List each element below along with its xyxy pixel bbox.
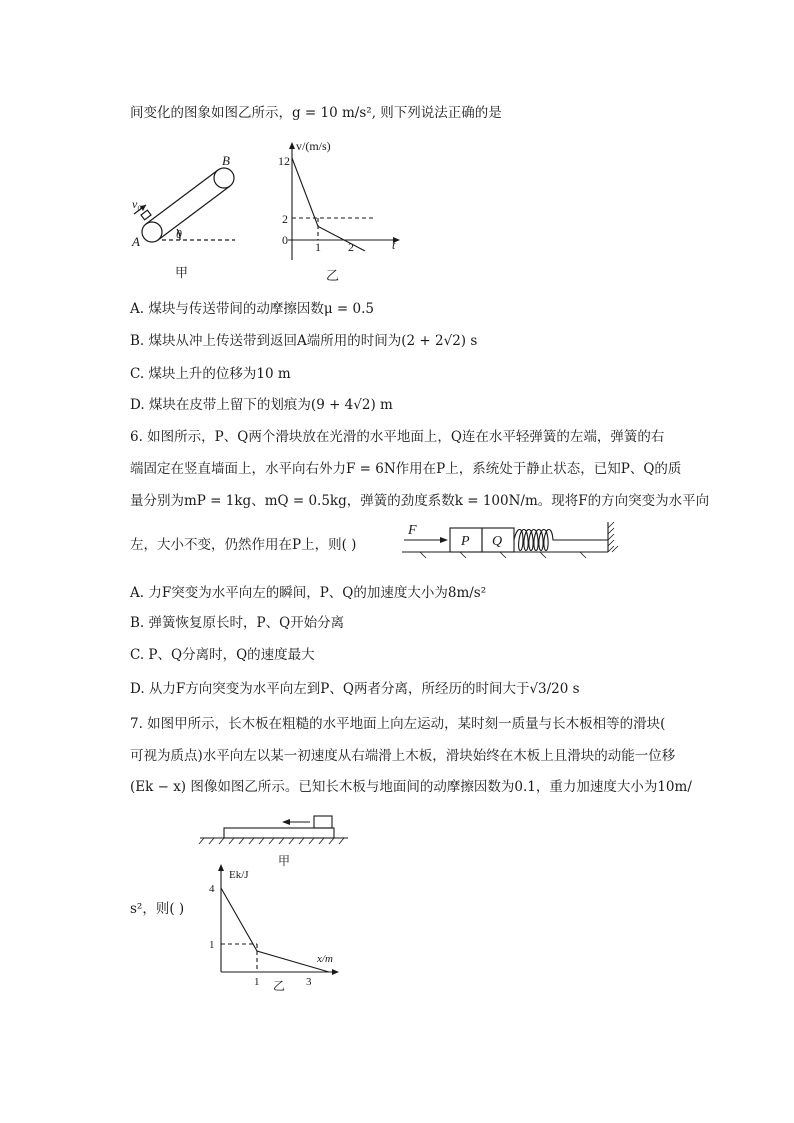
vt-ytick-0: 0 bbox=[282, 233, 288, 247]
ek-xtick-3: 3 bbox=[306, 976, 312, 988]
q6-option-d[interactable]: D. 从力F方向突变为水平向左到P、Q两者分离，所经历的时间大于√3/20 s bbox=[130, 681, 580, 697]
ek-xlabel: x/m bbox=[317, 953, 333, 965]
q6-line-4: 左，大小不变，仍然作用在P上，则( ) bbox=[130, 537, 357, 553]
label-P: P bbox=[461, 534, 470, 549]
ek-line bbox=[221, 888, 329, 972]
vt-ytick-12: 12 bbox=[278, 154, 290, 168]
intro-text: 间变化的图象如图乙所示，g = 10 m/s², 则下列说法正确的是 bbox=[130, 105, 502, 121]
label-Q: Q bbox=[492, 534, 503, 549]
caption-jia: 甲 bbox=[175, 265, 189, 280]
q5-option-a[interactable]: A. 煤块与传送带间的动摩擦因数μ = 0.5 bbox=[130, 301, 374, 317]
q5-option-d[interactable]: D. 煤块在皮带上留下的划痕为(9 + 4√2) m bbox=[130, 397, 393, 413]
q6-option-a[interactable]: A. 力F突变为水平向左的瞬间，P、Q的加速度大小为8m/s² bbox=[130, 585, 487, 601]
caption-q7-yi: 乙 bbox=[273, 979, 286, 993]
caption-q7-jia: 甲 bbox=[278, 854, 291, 868]
caption-yi: 乙 bbox=[326, 268, 340, 283]
pq-spring-figure bbox=[400, 518, 625, 558]
label-v0: v₀ bbox=[132, 197, 142, 211]
q6-line-3: 量分别为mP = 1kg、mQ = 0.5kg，弹簧的劲度系数k = 100N/m。现将F的方向突变为水平向 bbox=[130, 493, 710, 509]
label-F: F bbox=[408, 523, 417, 538]
ek-x-graph bbox=[205, 862, 345, 992]
vt-xlabel: t bbox=[392, 238, 396, 252]
q6-option-c[interactable]: C. P、Q分离时，Q的速度最大 bbox=[130, 647, 315, 663]
vt-ylabel: v/(m/s) bbox=[296, 139, 331, 153]
q7-line-1: 7. 如图甲所示，长木板在粗糙的水平地面上向左运动，某时刻一质量与长木板相等的滑块( bbox=[130, 716, 666, 732]
label-theta: θ bbox=[176, 227, 182, 241]
vt-xtick-2: 2 bbox=[348, 240, 354, 254]
label-A: A bbox=[132, 234, 140, 249]
q7-line-3: (Ek − x) 图像如图乙所示。已知长木板与地面间的动摩擦因数为0.1，重力加速度大小为10m/ bbox=[130, 779, 692, 795]
board-figure bbox=[198, 810, 358, 870]
q7-line-4: s²，则( ) bbox=[130, 901, 185, 917]
vt-xtick-1: 1 bbox=[315, 240, 321, 254]
slider-block bbox=[314, 816, 332, 828]
ek-ylabel: Ek/J bbox=[229, 869, 249, 881]
q5-option-b[interactable]: B. 煤块从冲上传送带到返回A端所用的时间为(2 + 2√2) s bbox=[130, 333, 478, 349]
ek-ytick-4: 4 bbox=[209, 883, 215, 895]
vt-graph bbox=[278, 138, 408, 288]
label-B: B bbox=[222, 153, 230, 168]
q6-line-1: 6. 如图所示，P、Q两个滑块放在光滑的水平地面上，Q连在水平轻弹簧的左端，弹簧的右 bbox=[130, 429, 665, 445]
ek-xtick-1: 1 bbox=[254, 976, 260, 988]
q5-option-c[interactable]: C. 煤块上升的位移为10 m bbox=[130, 366, 291, 382]
long-board bbox=[224, 828, 334, 838]
q6-line-2: 端固定在竖直墙面上，水平向右外力F = 6N作用在P上，系统处于静止状态，已知P、Q的质 bbox=[130, 461, 682, 477]
q6-option-b[interactable]: B. 弹簧恢复原长时，P、Q开始分离 bbox=[130, 615, 345, 631]
vt-line bbox=[292, 158, 365, 251]
coal-block bbox=[141, 210, 151, 220]
ek-ytick-1: 1 bbox=[209, 939, 215, 951]
vt-ytick-2: 2 bbox=[282, 212, 288, 226]
q7-line-2: 可视为质点)水平向左以某一初速度从右端滑上木板，滑块始终在木板上且滑块的动能一位移 bbox=[130, 748, 676, 764]
spring bbox=[514, 530, 608, 551]
conveyor-belt-figure bbox=[120, 150, 250, 280]
